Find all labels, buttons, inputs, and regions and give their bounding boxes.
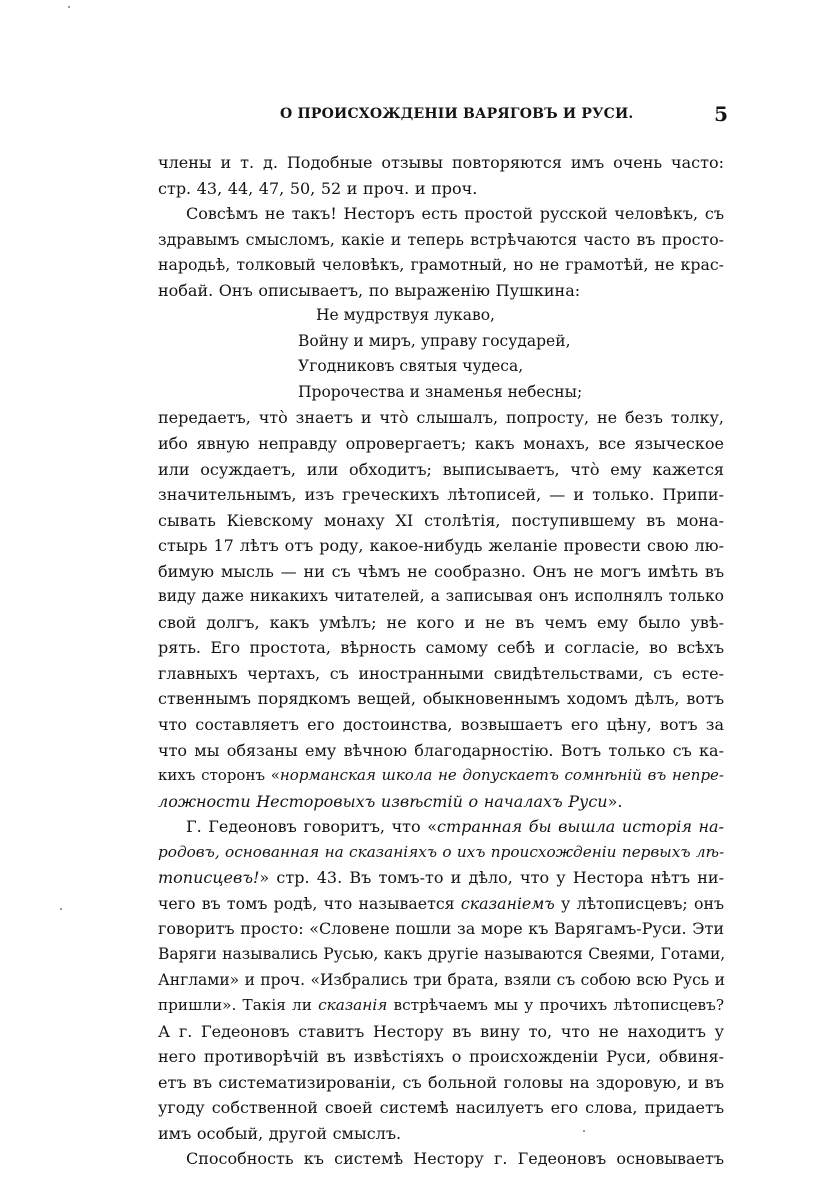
italic-term: сказаніемъ — [460, 893, 555, 913]
text-line: сывать Кіевскому монаху XI столѣтія, поступившему въ мона- — [158, 510, 724, 530]
text-line: главныхъ чертахъ, съ иностранными свидѣтельствами, съ есте- — [158, 663, 724, 683]
text-line: Способность къ системѣ Нестору г. Гедеоновъ основываетъ — [186, 1149, 724, 1169]
text-line: ственнымъ порядкомъ вещей, обыкновеннымъ ходомъ дѣлъ, вотъ — [158, 689, 724, 709]
italic-quote: родовъ, основанная на сказаніяхъ о ихъ происхожденіи первыхъ лѣ- — [158, 842, 725, 861]
text-run: ». — [607, 791, 623, 811]
text-line: рять. Его простота, вѣрность самому себѣ и согласіе, во всѣхъ — [158, 638, 724, 658]
scan-speck — [60, 908, 62, 910]
running-head — [160, 102, 728, 132]
italic-quote: тописцевъ! — [158, 868, 260, 888]
text-line: ибо явную неправду опровергаетъ; какъ монахъ, все языческое — [158, 434, 724, 454]
text-run: чего въ томъ родѣ, что называется — [158, 893, 461, 913]
text-run: Г. Гедеоновъ говоритъ, что « — [186, 817, 438, 837]
text-line: Совсѣмъ не такъ! Несторъ есть простой русской человѣкъ, съ — [186, 204, 724, 224]
text-line: А г. Гедеоновъ ставитъ Нестору въ вину то, что не находитъ у — [158, 1021, 724, 1041]
text-line: или осуждаетъ, или обходитъ; выписываетъ, что̀ ему кажется — [158, 459, 724, 479]
italic-quote: ложности Несторовыхъ извѣстій о началахъ Руси — [158, 791, 608, 811]
text-line: Англами» и проч. «Избрались три брата, взяли съ собою всю Русь и — [158, 970, 725, 989]
text-line: значительнымъ, изъ греческихъ лѣтописей, — и только. Припи- — [158, 485, 724, 505]
text-line: имъ особый, другой смыслъ. — [158, 1123, 402, 1143]
text-run: кихъ сторонъ « — [158, 766, 280, 785]
page-text — [158, 150, 724, 1172]
text-run: » стр. 43. Въ томъ-то и дѣло, что у Нестора нѣтъ ни- — [259, 868, 724, 888]
verse-line: Не мудрствуя лукаво, — [316, 306, 495, 325]
text-line: стырь 17 лѣтъ отъ роду, какое-нибудь желаніе провести свою лю- — [158, 536, 724, 556]
text-line — [158, 814, 724, 840]
text-line: стр. 43, 44, 47, 50, 52 и проч. и проч. — [158, 178, 478, 198]
text-line: передаетъ, что̀ знаетъ и что̀ слышалъ, попросту, не безъ толку, — [158, 408, 724, 428]
text-line — [158, 789, 724, 815]
text-run: у лѣтописцевъ; онъ — [554, 893, 724, 913]
text-line: члены и т. д. Подобные отзывы повторяются имъ очень часто: — [158, 153, 724, 172]
scan-speck — [68, 6, 70, 8]
text-line: здравымъ смысломъ, какіе и теперь встрѣчаются часто въ просто- — [158, 229, 724, 249]
text-line — [158, 865, 724, 891]
text-line: что составляетъ его достоинства, возвышаетъ его цѣну, вотъ за — [158, 715, 724, 735]
text-line: Варяги назывались Русью, какъ другіе называются Свеями, Готами, — [158, 944, 726, 963]
text-line: свой долгъ, какъ умѣлъ; не кого и не въ чемъ ему было увѣ- — [158, 612, 724, 632]
scan-speck — [583, 1130, 585, 1132]
text-line — [158, 840, 724, 866]
text-line: виду даже никакихъ читателей, а записывая онъ исполнялъ только — [158, 587, 724, 606]
text-run: пришли». Такія ли — [158, 996, 319, 1015]
text-line — [158, 763, 724, 789]
italic-quote: странная бы вышла исторія на- — [437, 817, 724, 837]
text-line: нобай. Онъ описываетъ, по выраженію Пушкина: — [158, 280, 581, 300]
text-line — [158, 993, 724, 1019]
text-line: что мы обязаны ему вѣчною благодарностію. Вотъ только съ ка- — [158, 740, 724, 760]
page-number: 5 — [714, 102, 728, 126]
text-line — [158, 891, 724, 917]
verse-line: Войну и миръ, управу государей, — [298, 331, 571, 350]
text-line: него противорѣчій въ извѣстіяхъ о происхожденіи Руси, обвиня- — [158, 1047, 724, 1067]
text-line: бимую мысль — ни съ чѣмъ не сообразно. Онъ не могъ имѣть въ — [158, 561, 724, 581]
verse-line: Пророчества и знаменья небесны; — [298, 382, 583, 401]
text-line: угоду собственной своей системѣ насилуетъ его слова, придаетъ — [158, 1098, 724, 1118]
italic-term: сказанія — [318, 996, 388, 1015]
running-title: О ПРОИСХОЖДЕНІИ ВАРЯГОВЪ И РУСИ. — [280, 106, 634, 122]
verse-line: Угодниковъ святыя чудеса, — [298, 357, 524, 376]
italic-quote: норманская школа не допускаетъ сомнѣній въ непре- — [279, 766, 724, 785]
text-line: народьѣ, толковый человѣкъ, грамотный, но не грамотѣй, не крас- — [158, 255, 724, 275]
text-run: встрѣчаемъ мы у прочихъ лѣтописцевъ? — [387, 996, 724, 1015]
text-line: говоритъ просто: «Словене пошли за море къ Варягамъ-Руси. Эти — [158, 919, 724, 939]
text-line: етъ въ систематизированіи, съ больной головы на здоровую, и въ — [158, 1072, 724, 1092]
